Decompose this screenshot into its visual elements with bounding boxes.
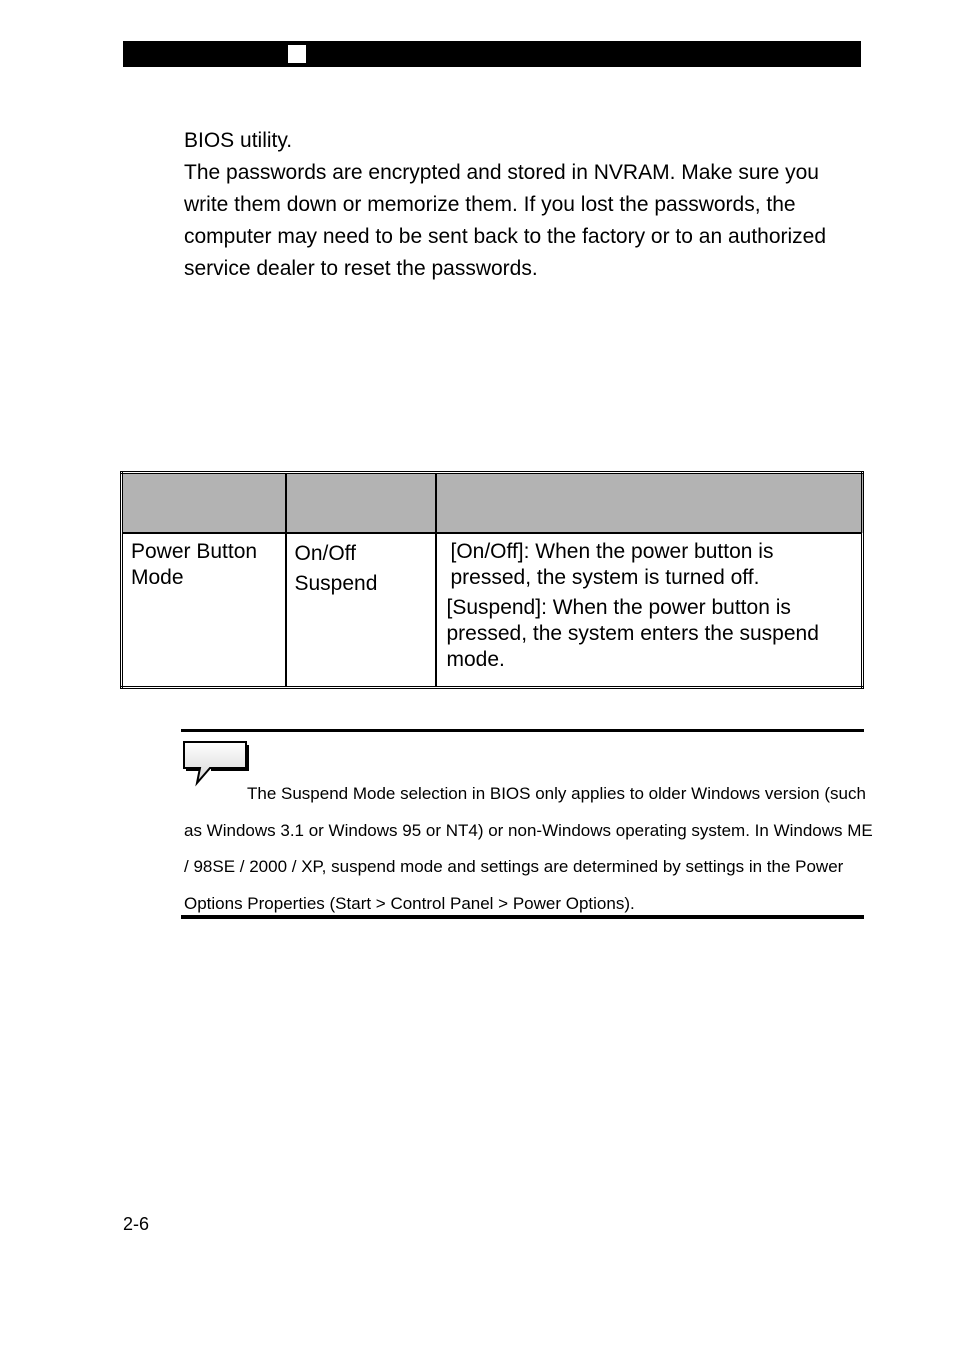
table-header-row xyxy=(122,473,863,534)
header-options xyxy=(286,473,436,534)
header-marker xyxy=(288,45,306,63)
options-cell xyxy=(286,533,436,688)
header-bar xyxy=(123,41,861,67)
header-item xyxy=(122,473,286,534)
page-number: 2-6 xyxy=(123,1214,150,1234)
table-row xyxy=(122,533,863,688)
power-settings-table xyxy=(120,471,864,689)
option-suspend: Suspend xyxy=(294,572,378,595)
desc-onoff: [On/Off]: When the power button is pressed, the system is turned off. xyxy=(450,540,774,589)
intro-line: BIOS utility. xyxy=(184,129,293,152)
option-onoff: On/Off xyxy=(294,542,356,565)
note-box xyxy=(181,729,873,919)
description-cell xyxy=(436,533,863,688)
header-description xyxy=(436,473,863,534)
desc-suspend: [Suspend]: When the power button is pressed, the system enters the suspend mode. xyxy=(446,596,819,671)
item-cell: Power Button Mode xyxy=(122,533,286,688)
password-paragraph: The passwords are encrypted and stored in NVRAM. Make sure you write them down or memorize them. If you lost the passwords, the computer may need to be sent back to the factory or to an authorized service dealer to reset the passwords. xyxy=(184,161,827,280)
note-text xyxy=(184,776,874,922)
note-body: The Suspend Mode selection in BIOS only applies to older Windows version (such as Windows 3.1 or Windows 95 or NT4) or non-Windows operating system. In Windows ME / 98SE / 2000 / XP, suspend mode and settings are determined by settings in the Power Options Properties (Start > Control Panel > Power Options). xyxy=(184,784,873,913)
intro-text xyxy=(184,125,864,285)
